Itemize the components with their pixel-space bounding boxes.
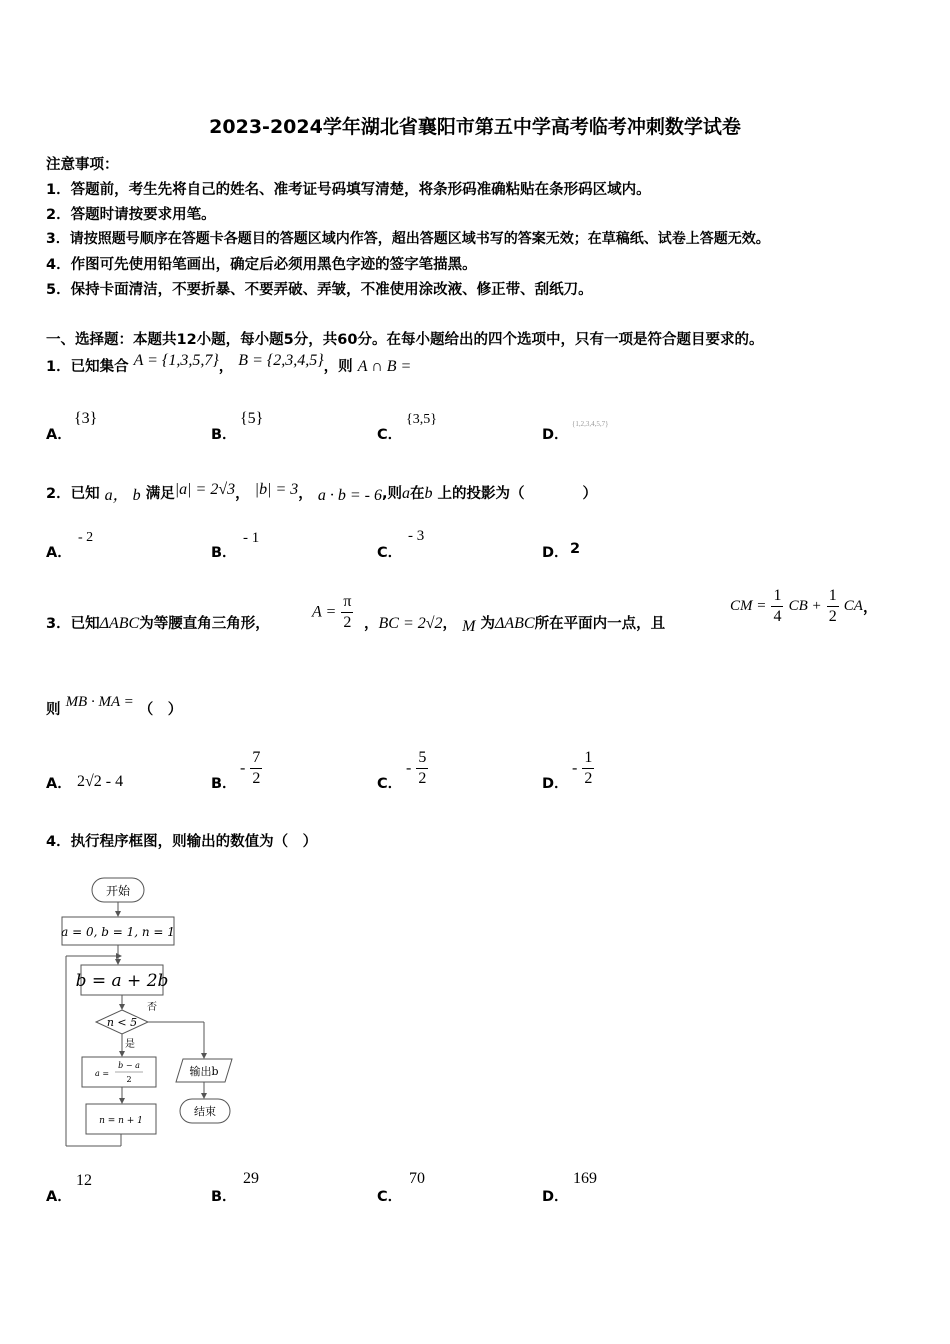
q3-angle-a bbox=[312, 592, 353, 633]
q3-pi: π bbox=[341, 592, 353, 613]
q1-option-d: {1,2,3,4,5,7} bbox=[572, 420, 609, 428]
q3-text: 为 bbox=[480, 616, 495, 632]
q1-option-a: {3} bbox=[74, 410, 98, 427]
q4-option-b-label: B． bbox=[211, 1189, 237, 1205]
q3-then bbox=[46, 694, 183, 719]
q3-comma2: ， bbox=[442, 616, 458, 632]
q3-prefix: 3．已知 bbox=[46, 616, 100, 632]
q1-set-a: A = {1,3,5,7} bbox=[133, 352, 219, 369]
q1-comma: ， bbox=[218, 359, 234, 375]
flow-output-text: 输出b bbox=[189, 1065, 219, 1078]
q3-frac-den: 2 bbox=[252, 770, 261, 787]
q3-cm: CM = bbox=[730, 598, 767, 614]
q1-option-b: {5} bbox=[240, 410, 264, 427]
q3-vector-eq bbox=[730, 586, 877, 627]
q2-prefix: 2．已知 bbox=[46, 486, 100, 502]
q3-end: ， bbox=[862, 600, 878, 616]
q3-option-a: 2√2 - 4 bbox=[77, 773, 124, 790]
q3-frac-num: 1 bbox=[771, 586, 783, 607]
q3-frac-half bbox=[827, 586, 839, 627]
flow-calc-text: b = a + 2b bbox=[75, 971, 169, 991]
q2-option-d-label: D． bbox=[542, 545, 569, 561]
q3-cb: CB + bbox=[788, 598, 822, 614]
notice-item: 1．答题前，考生先将自己的姓名、准考证号码填写清楚，将条形码准确粘贴在条形码区域内。 bbox=[46, 182, 651, 198]
q2-text: ,则 bbox=[381, 486, 402, 502]
q2-tail: 上的投影为（ ） bbox=[437, 486, 598, 502]
q2-cond-dot: a · b = - 6 bbox=[317, 487, 382, 504]
q3-frac-den: 2 bbox=[418, 770, 427, 787]
q3-text: 所在平面内一点，且 bbox=[534, 616, 666, 632]
flow-yes-label: 是 bbox=[125, 1039, 135, 1050]
q3-frac-den: 2 bbox=[584, 770, 593, 787]
q1-prefix: 1．已知集合 bbox=[46, 359, 129, 375]
q2-var-b: b bbox=[424, 485, 433, 502]
q1-option-c: {3,5} bbox=[406, 412, 437, 427]
question-1 bbox=[46, 352, 412, 376]
notice-item: 4．作图可先使用铅笔画出，确定后必须用黑色字迹的签字笔描黑。 bbox=[46, 257, 477, 273]
q3-ca: CA bbox=[843, 598, 863, 614]
q4-option-a: 12 bbox=[76, 1172, 92, 1189]
q3-frac-num: 1 bbox=[582, 748, 594, 769]
q3-angle-label: A = bbox=[312, 603, 337, 621]
q3-text: 为等腰直角三角形， bbox=[139, 616, 270, 632]
question-2 bbox=[46, 480, 597, 503]
q3-frac-den: 4 bbox=[773, 608, 782, 625]
q1-set-b: B = {2,3,4,5} bbox=[238, 352, 324, 369]
flow-a-num: b − a bbox=[118, 1061, 140, 1070]
notice-item: 2．答题时请按要求用笔。 bbox=[46, 207, 216, 223]
q3-option-b bbox=[240, 748, 262, 789]
q3-option-d bbox=[572, 748, 594, 789]
q2-vars: a， b bbox=[104, 487, 141, 504]
q2-option-a-label: A． bbox=[46, 545, 72, 561]
q1-option-d-label: D． bbox=[542, 427, 569, 443]
q2-cond-a: |a| = 2√3 bbox=[174, 481, 236, 498]
q3-two: 2 bbox=[343, 614, 352, 631]
q3-frac-num: 5 bbox=[416, 748, 428, 769]
q3-then-text: 则 bbox=[46, 702, 61, 718]
flow-start-text: 开始 bbox=[105, 884, 131, 898]
section-heading: 一、选择题：本题共12小题，每小题5分，共60分。在每小题给出的四个选项中，只有一项是符合题目要求的。 bbox=[46, 332, 764, 348]
q3-expression: MB · MA = bbox=[65, 694, 134, 710]
flow-init-text: a = 0, b = 1, n = 1 bbox=[61, 925, 175, 939]
q1-option-b-label: B． bbox=[211, 427, 237, 443]
q2-cond-b: |b| = 3 bbox=[254, 481, 299, 498]
q2-option-c-label: C． bbox=[377, 545, 403, 561]
question-3 bbox=[46, 612, 270, 633]
q3-option-sign: - bbox=[240, 759, 246, 777]
q4-option-c-label: C． bbox=[377, 1189, 403, 1205]
notice-item: 5．保持卡面清洁，不要折暴、不要弄破、弄皱，不准使用涂改液、修正带、刮纸刀。 bbox=[46, 282, 593, 298]
q3-frac-num: 7 bbox=[250, 748, 262, 769]
page-title: 2023-2024学年湖北省襄阳市第五中学高考临考冲刺数学试卷 bbox=[209, 116, 741, 138]
flow-a-label: a = bbox=[95, 1069, 110, 1078]
flow-inc-text: n = n + 1 bbox=[99, 1116, 143, 1126]
q2-comma: ， bbox=[235, 486, 250, 502]
flow-a-den: 2 bbox=[126, 1075, 132, 1084]
q3-bc: BC = 2√2 bbox=[378, 615, 443, 632]
flowchart bbox=[55, 870, 255, 1155]
q3-triangle: ΔABC bbox=[494, 615, 535, 632]
q4-option-d: 169 bbox=[573, 1170, 597, 1187]
q3-option-sign: - bbox=[572, 759, 578, 777]
q1-option-c-label: C． bbox=[377, 427, 403, 443]
q3-option-frac bbox=[250, 748, 262, 789]
notice-heading: 注意事项： bbox=[46, 157, 119, 173]
q2-option-d: 2 bbox=[570, 541, 581, 557]
q3-option-frac bbox=[416, 748, 428, 789]
q2-option-a: - 2 bbox=[78, 530, 94, 545]
q3-comma: ， bbox=[364, 616, 379, 632]
q2-option-b: - 1 bbox=[243, 530, 260, 546]
q3-frac-den: 2 bbox=[828, 608, 837, 625]
q3-option-sign: - bbox=[406, 759, 412, 777]
q4-option-d-label: D． bbox=[542, 1189, 569, 1205]
q3-option-frac bbox=[582, 748, 594, 789]
q2-option-c: - 3 bbox=[408, 528, 425, 544]
flow-no-label: 否 bbox=[147, 1002, 157, 1013]
flow-cond-text: n < 5 bbox=[106, 1016, 138, 1029]
q2-text: 满足 bbox=[145, 486, 175, 502]
q2-var-a: a bbox=[401, 485, 410, 502]
q3-frac-num: 1 bbox=[827, 586, 839, 607]
q2-option-b-label: B． bbox=[211, 545, 237, 561]
q3-option-a-label: A． bbox=[46, 776, 72, 792]
notice-item: 3．请按照题号顺序在答题卡各题目的答题区域内作答，超出答题区域书写的答案无效；在草稿纸、试卷上答题无效。 bbox=[46, 231, 770, 247]
q3-option-d-label: D． bbox=[542, 776, 569, 792]
q3-frac-quarter bbox=[771, 586, 783, 627]
q4-option-b: 29 bbox=[243, 1170, 259, 1187]
q1-tail: ，则 bbox=[323, 359, 353, 375]
q1-expression: A ∩ B = bbox=[357, 358, 412, 375]
q1-option-a-label: A． bbox=[46, 427, 72, 443]
q4-option-c: 70 bbox=[409, 1170, 425, 1187]
q3-paren: （ ） bbox=[138, 702, 183, 718]
q4-option-a-label: A． bbox=[46, 1189, 72, 1205]
q3-mid bbox=[364, 612, 665, 633]
q3-triangle: ΔABC bbox=[99, 615, 140, 632]
q2-comma2: ， bbox=[298, 486, 313, 502]
q2-text: 在 bbox=[409, 486, 425, 502]
question-4: 4．执行程序框图，则输出的数值为（ ） bbox=[46, 834, 318, 850]
q3-option-c bbox=[406, 748, 428, 789]
q3-pi-over-2 bbox=[341, 592, 353, 633]
q3-point-m: M bbox=[462, 618, 476, 635]
q3-option-c-label: C． bbox=[377, 776, 403, 792]
flow-end-text: 结束 bbox=[194, 1105, 216, 1118]
q3-option-b-label: B． bbox=[211, 776, 237, 792]
